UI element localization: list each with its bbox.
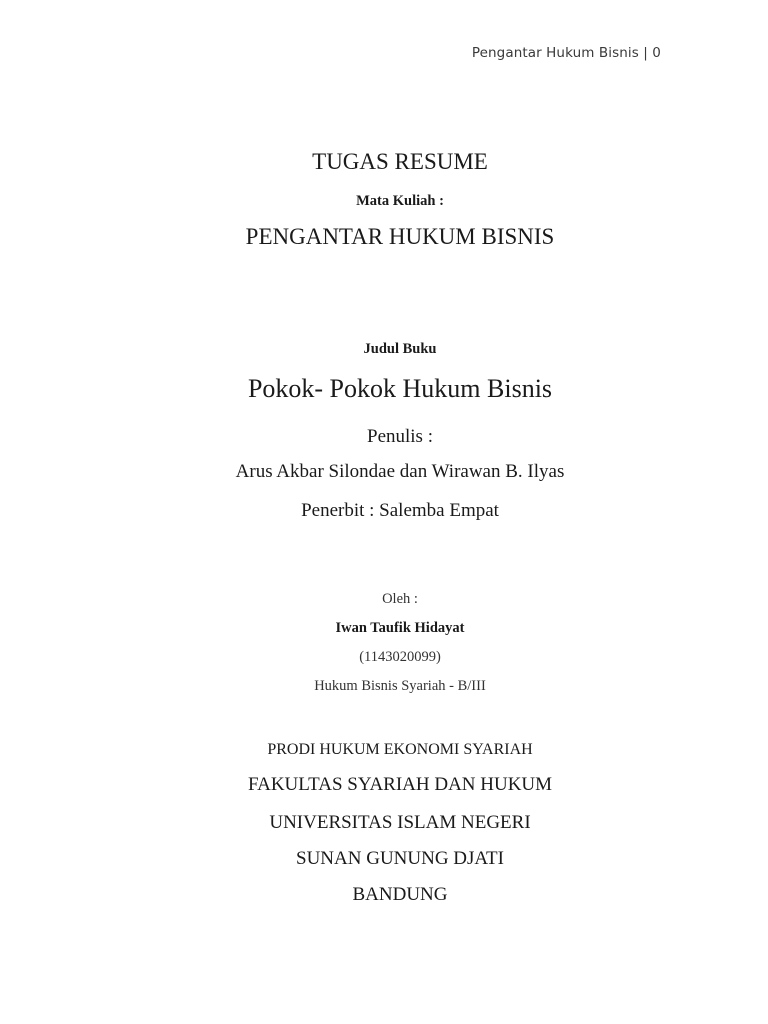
course-label: Mata Kuliah : [356,193,444,209]
university-subname: SUNAN GUNUNG DJATI [296,848,504,869]
author-label: Penulis : [367,426,433,447]
student-id: (1143020099) [359,649,441,665]
book-publisher: Penerbit : Salemba Empat [301,500,499,521]
student-name: Iwan Taufik Hidayat [335,620,465,636]
university-name: UNIVERSITAS ISLAM NEGERI [269,812,531,833]
book-title: Pokok- Pokok Hukum Bisnis [247,374,553,403]
book-label: Judul Buku [363,341,437,357]
document-title: TUGAS RESUME [312,149,488,174]
student-class: Hukum Bisnis Syariah - B/III [314,678,486,694]
book-authors: Arus Akbar Silondae dan Wirawan B. Ilyas [235,461,565,482]
course-name: PENGANTAR HUKUM BISNIS [245,224,555,249]
faculty-name: FAKULTAS SYARIAH DAN HUKUM [247,774,553,795]
study-program: PRODI HUKUM EKONOMI SYARIAH [267,741,533,758]
by-label: Oleh : [382,591,418,607]
city-name: BANDUNG [352,884,448,905]
running-header: Pengantar Hukum Bisnis | 0 [471,45,661,61]
